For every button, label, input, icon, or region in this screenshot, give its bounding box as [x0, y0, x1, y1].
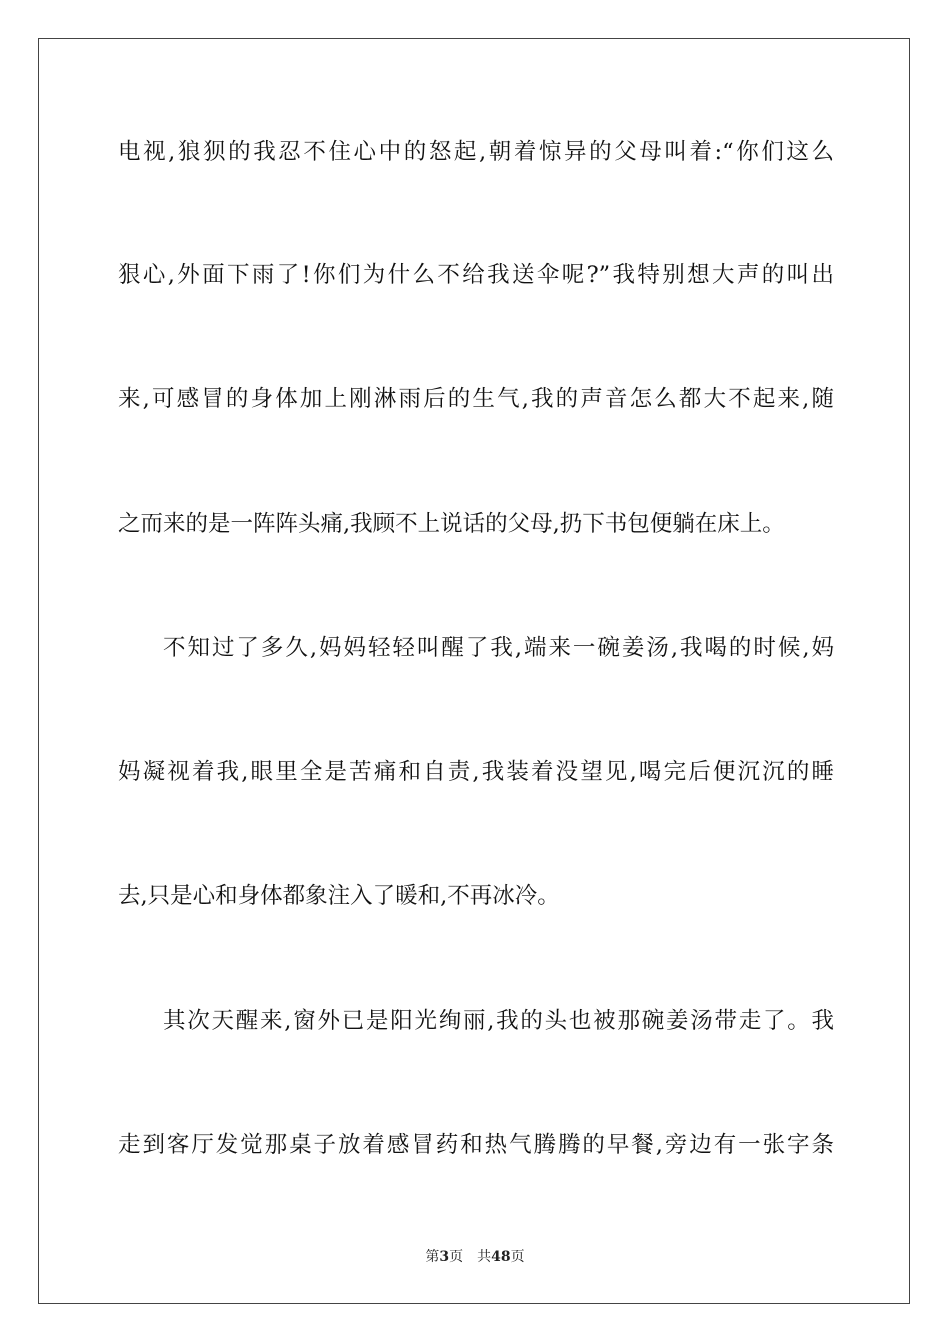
paragraph-start-line: 不知过了多久,妈妈轻轻叫醒了我,端来一碗姜汤,我喝的时候,妈 — [163, 635, 834, 661]
text-line: 狠心,外面下雨了!你们为什么不给我送伞呢?”我特别想大声的叫出 — [118, 262, 834, 288]
text-line: 之而来的是一阵阵头痛,我顾不上说话的父母,扔下书包便躺在床上。 — [118, 511, 785, 537]
page-border — [38, 38, 910, 1304]
total-label-suffix: 页 — [510, 1249, 525, 1265]
paragraph-start-line: 其次天醒来,窗外已是阳光绚丽,我的头也被那碗姜汤带走了。我 — [163, 1008, 834, 1034]
text-line: 妈凝视着我,眼里全是苦痛和自责,我装着没望见,喝完后便沉沉的睡 — [118, 759, 834, 785]
text-line: 来,可感冒的身体加上刚淋雨后的生气,我的声音怎么都大不起来,随 — [118, 386, 834, 412]
page-footer — [0, 1247, 950, 1267]
page-number: 3 — [439, 1249, 450, 1265]
total-label-prefix: 共 — [477, 1249, 492, 1265]
text-line: 电视,狼狈的我忍不住心中的怒起,朝着惊异的父母叫着:“你们这么 — [118, 139, 834, 165]
page-label-prefix: 第 — [425, 1249, 440, 1265]
text-line: 走到客厅发觉那桌子放着感冒药和热气腾腾的早餐,旁边有一张字条 — [118, 1132, 834, 1158]
text-line: 去,只是心和身体都象注入了暖和,不再冰冷。 — [118, 883, 560, 909]
page-label-suffix: 页 — [449, 1249, 464, 1265]
total-pages: 48 — [491, 1249, 511, 1265]
